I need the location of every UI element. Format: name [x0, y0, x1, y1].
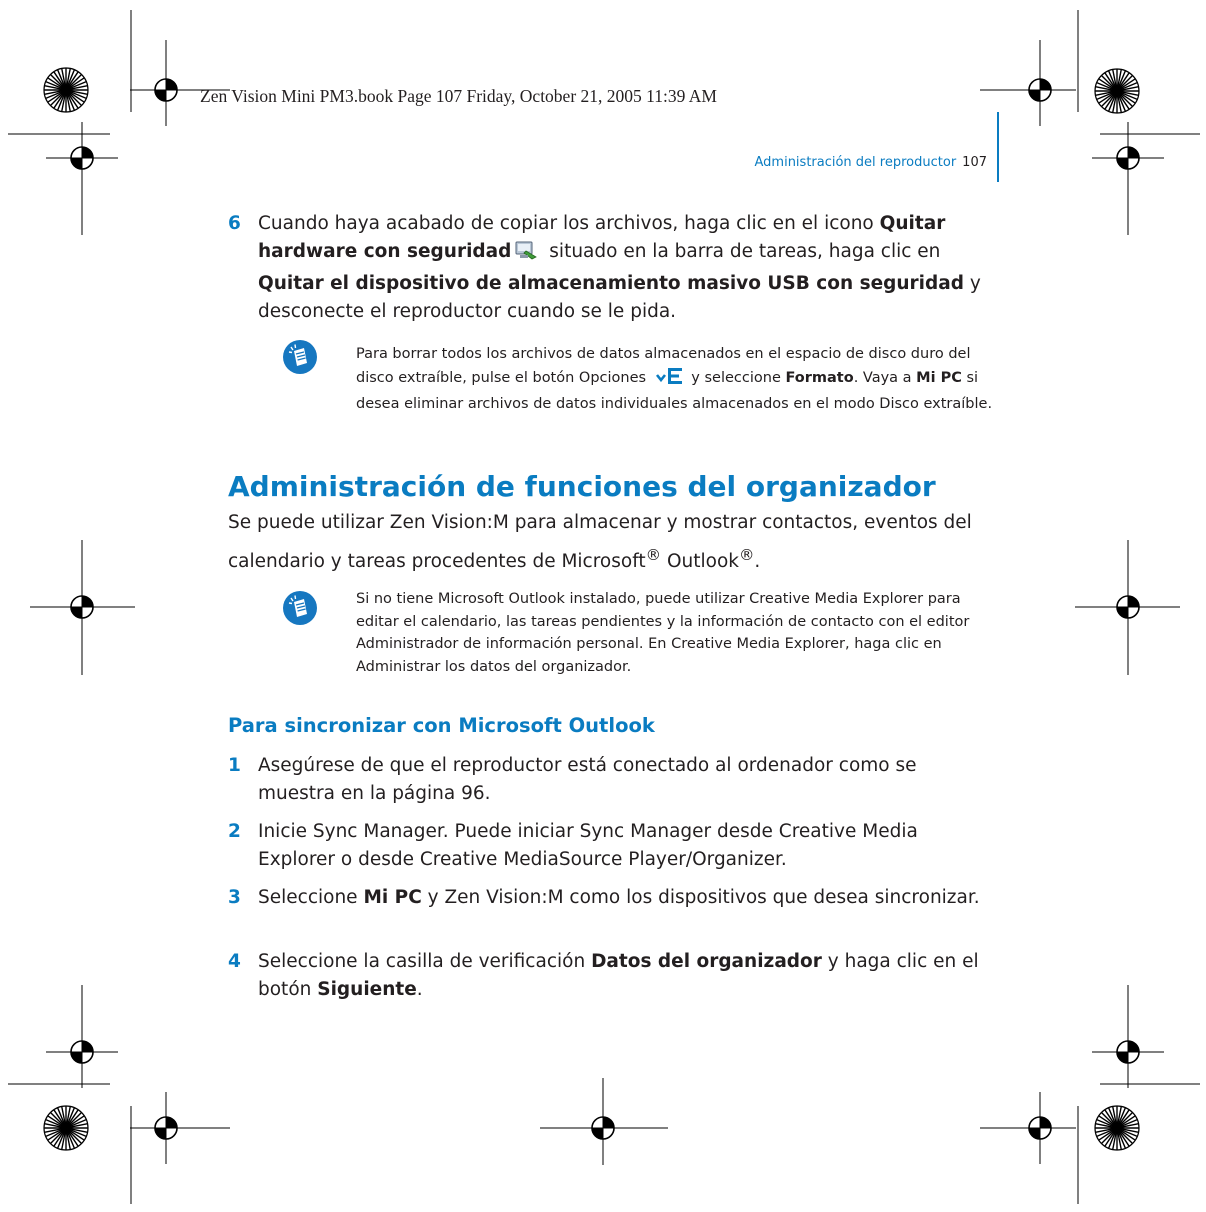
registration-mark: ® — [738, 546, 755, 564]
running-head-rule — [997, 112, 999, 182]
remove-hardware-icon — [514, 239, 540, 270]
note-bold-text: Formato — [785, 369, 854, 386]
step-text — [258, 884, 998, 912]
note-format — [356, 343, 996, 416]
step-number: 3 — [228, 887, 241, 908]
step-number: 6 — [228, 213, 241, 234]
step-number: 1 — [228, 755, 241, 776]
step-text — [258, 948, 998, 1004]
sync-step-1 — [228, 752, 988, 808]
registration-mark: ® — [645, 546, 662, 564]
note-text-part: y seleccione — [686, 369, 786, 386]
intro-text-part: Outlook — [661, 551, 739, 573]
intro-text-part: Se puede utilizar Zen Vision:M para almacenar y mostrar contactos, eventos del calendario y tareas procedentes de Microsoft — [228, 512, 972, 573]
sync-step-3 — [228, 884, 988, 940]
running-head-title: Administración del reproductor — [754, 155, 957, 170]
step-number: 4 — [228, 951, 241, 972]
step-text-part: y desconecte el reproductor cuando se le pida. — [258, 273, 981, 322]
note-text-part: Para borrar todos los archivos de datos almacenados en el espacio de disco duro del disco extraíble, pulse el botón Opciones — [356, 346, 971, 386]
step-6 — [228, 210, 988, 322]
intro-text-part: . — [754, 551, 761, 573]
note-icon — [282, 339, 318, 375]
sync-step-2 — [228, 818, 988, 874]
options-button-icon — [654, 366, 684, 394]
page-number: 107 — [962, 155, 987, 170]
step-text-part: Cuando haya acabado de copiar los archivos, haga clic en el icono — [258, 213, 880, 234]
step-bold-text: Quitar hardware con seguridad — [258, 213, 946, 262]
note-text-part: . Vaya a — [853, 369, 917, 386]
section-heading: Administración de funciones del organizador — [228, 470, 936, 503]
step-bold-text: Siguiente — [317, 979, 417, 1000]
sync-step-4 — [228, 948, 988, 1004]
running-head — [755, 155, 988, 170]
note-icon — [282, 590, 318, 626]
step-text-part: situado en la barra de tareas, haga clic en — [543, 241, 941, 262]
step-text-part: y haga clic en el botón — [258, 951, 979, 1000]
step-bold-text: Quitar el dispositivo de almacenamiento masivo USB con seguridad — [258, 273, 964, 294]
note-bold-text: Mi PC — [916, 369, 962, 386]
step-text-part: Seleccione la casilla de verificación — [258, 951, 592, 972]
step-text: Asegúrese de que el reproductor está conectado al ordenador como se muestra en la página 96. — [258, 755, 917, 804]
step-text-part: . — [416, 979, 423, 1000]
step-bold-text: Mi PC — [363, 887, 422, 908]
step-text — [258, 210, 998, 326]
step-text: Inicie Sync Manager. Puede iniciar Sync Manager desde Creative Media Explorer o desde Creative MediaSource Player/Organizer. — [258, 821, 918, 870]
step-number: 2 — [228, 821, 241, 842]
step-text-part: y Zen Vision:M como los dispositivos que desea sincronizar. — [421, 887, 980, 908]
subsection-heading: Para sincronizar con Microsoft Outlook — [228, 714, 655, 737]
step-bold-text: Datos del organizador — [591, 951, 822, 972]
section-intro — [228, 507, 998, 578]
note-organizer: Si no tiene Microsoft Outlook instalado, puede utilizar Creative Media Explorer para editar el calendario, las tareas pendientes y la información de contacto con el editor Administrador de información personal. En Creative Media Explorer, haga clic en Administrar los datos del organizador. — [356, 591, 970, 675]
step-text-part: Seleccione — [258, 887, 364, 908]
book-header: Zen Vision Mini PM3.book Page 107 Friday, October 21, 2005 11:39 AM — [200, 86, 717, 106]
note-text-part: si desea eliminar archivos de datos individuales almacenados en el modo Disco extraíble. — [356, 369, 993, 412]
